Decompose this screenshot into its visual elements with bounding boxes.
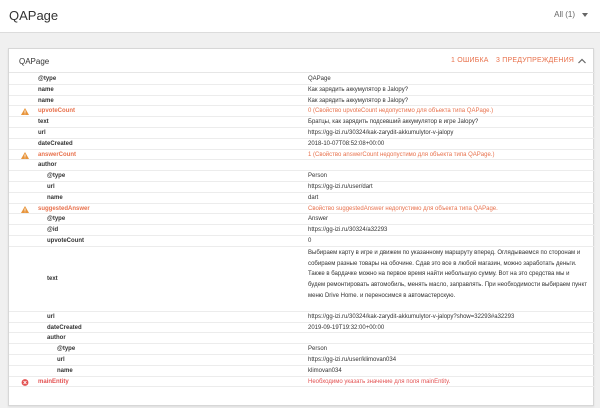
property-key: text — [47, 275, 58, 282]
property-value: 2019-09-19T19:32:00+00:00 — [308, 324, 385, 331]
table-row — [9, 96, 595, 107]
table-row — [9, 85, 595, 96]
table-row — [9, 150, 595, 161]
table-row — [9, 323, 595, 334]
property-value: Выбираем карту в игре и движем по указанному маршруту вперед. Оглядываемся по сторонам и собираем разные товары на обочине. Сдав это все в любой магазин, можно заработать деньги. Также в бардачке можно на первое время найти небольшую сумму. Вот на это средства мы и будем ремонтировать автомобиль, менять масло, заправлять. При необходимости выбираем пункт меню Drive Home. и переносимся в автомастерскую. — [308, 249, 587, 299]
property-value: https://gg-izi.ru/user/dart — [308, 183, 373, 190]
card-title: QAPage — [19, 57, 50, 66]
table-row — [9, 344, 595, 355]
property-key: @type — [38, 76, 57, 82]
filter-dropdown[interactable] — [554, 10, 588, 19]
table-row — [9, 204, 595, 215]
property-key: name — [38, 86, 54, 93]
property-value: Person — [308, 346, 328, 353]
property-value: https://gg-izi.ru/30324/a32293 — [308, 227, 388, 234]
property-key: @type — [47, 216, 66, 223]
card-header[interactable] — [9, 49, 595, 73]
property-table — [9, 74, 595, 387]
page-title: QAPage — [9, 8, 59, 23]
table-row — [9, 247, 595, 312]
property-key: author — [38, 162, 57, 169]
property-key: mainEntity — [38, 378, 69, 385]
error-icon — [21, 379, 29, 386]
errors-count[interactable]: 1 ОШИБКА — [451, 57, 489, 64]
property-value: Как зарядить аккумулятор в Jalopy? — [308, 86, 409, 93]
table-row — [9, 74, 595, 85]
table-row — [9, 355, 595, 366]
table-row — [9, 333, 595, 344]
property-key: name — [38, 97, 54, 104]
property-value: https://gg-izi.ru/30324/kak-zarydit-akkumulytor-v-jalopy?show=32293#a32293 — [308, 313, 515, 320]
warnings-count[interactable]: 3 ПРЕДУПРЕЖДЕНИЯ — [496, 57, 575, 64]
chevron-up-icon[interactable] — [576, 55, 588, 67]
table-row — [9, 312, 595, 323]
property-key: url — [47, 313, 55, 320]
table-row — [9, 236, 595, 247]
table-row — [9, 193, 595, 204]
table-row — [9, 117, 595, 128]
table-row — [9, 377, 595, 388]
warning-icon — [21, 152, 29, 159]
property-key: url — [57, 356, 65, 363]
property-value: 0 (Свойство upvoteCount недопустимо для объекта типа QAPage.) — [308, 108, 494, 115]
warning-icon — [21, 206, 29, 213]
table-row — [9, 139, 595, 150]
property-value: https://gg-izi.ru/user/klimovan034 — [308, 356, 397, 363]
property-key: text — [38, 119, 49, 126]
property-key: @type — [57, 346, 76, 353]
property-key: author — [47, 335, 66, 342]
table-row — [9, 106, 595, 117]
property-key: upvoteCount — [47, 237, 84, 244]
table-row — [9, 128, 595, 139]
property-key: upvoteCount — [38, 108, 75, 115]
table-row — [9, 160, 595, 171]
property-key: answerCount — [38, 151, 77, 158]
table-row — [9, 366, 595, 377]
result-card — [8, 48, 594, 406]
property-key: @id — [47, 227, 59, 234]
table-row — [9, 182, 595, 193]
warning-icon — [21, 108, 29, 115]
property-value: 0 — [308, 237, 312, 244]
property-key: @type — [47, 173, 66, 180]
property-value: Как зарядить аккумулятор в Jalopy? — [308, 97, 409, 104]
property-value: Person — [308, 173, 328, 180]
property-value: 1 (Свойство answerCount недопустимо для объекта типа QAPage.) — [308, 151, 495, 158]
property-value: https://gg-izi.ru/30324/kak-zarydit-akkumulytor-v-jalopy — [308, 129, 454, 136]
property-value: QAPage — [308, 76, 331, 82]
property-value: klimovan034 — [308, 367, 342, 374]
property-key: dateCreated — [47, 324, 82, 331]
top-bar — [0, 0, 600, 33]
table-row — [9, 225, 595, 236]
property-key: url — [47, 183, 55, 190]
table-row — [9, 214, 595, 225]
property-key: url — [38, 129, 46, 136]
property-value: Необходимо указать значение для поля mainEntity. — [308, 378, 451, 385]
property-value: 2018-10-07T08:52:08+00:00 — [308, 140, 385, 147]
table-row — [9, 171, 595, 182]
filter-label: All (1) — [554, 10, 575, 19]
property-key: name — [47, 194, 63, 201]
caret-down-icon — [582, 13, 588, 17]
property-key: suggestedAnswer — [38, 205, 90, 212]
property-value: dart — [308, 194, 319, 201]
property-value: Братцы, как зарядить подсевший аккумулятор в игре Jalopy? — [308, 119, 479, 126]
property-key: name — [57, 367, 73, 374]
property-value: Answer — [308, 216, 329, 223]
property-value: Свойство suggestedAnswer недопустимо для объекта типа QAPage. — [308, 205, 498, 212]
property-key: dateCreated — [38, 140, 73, 147]
